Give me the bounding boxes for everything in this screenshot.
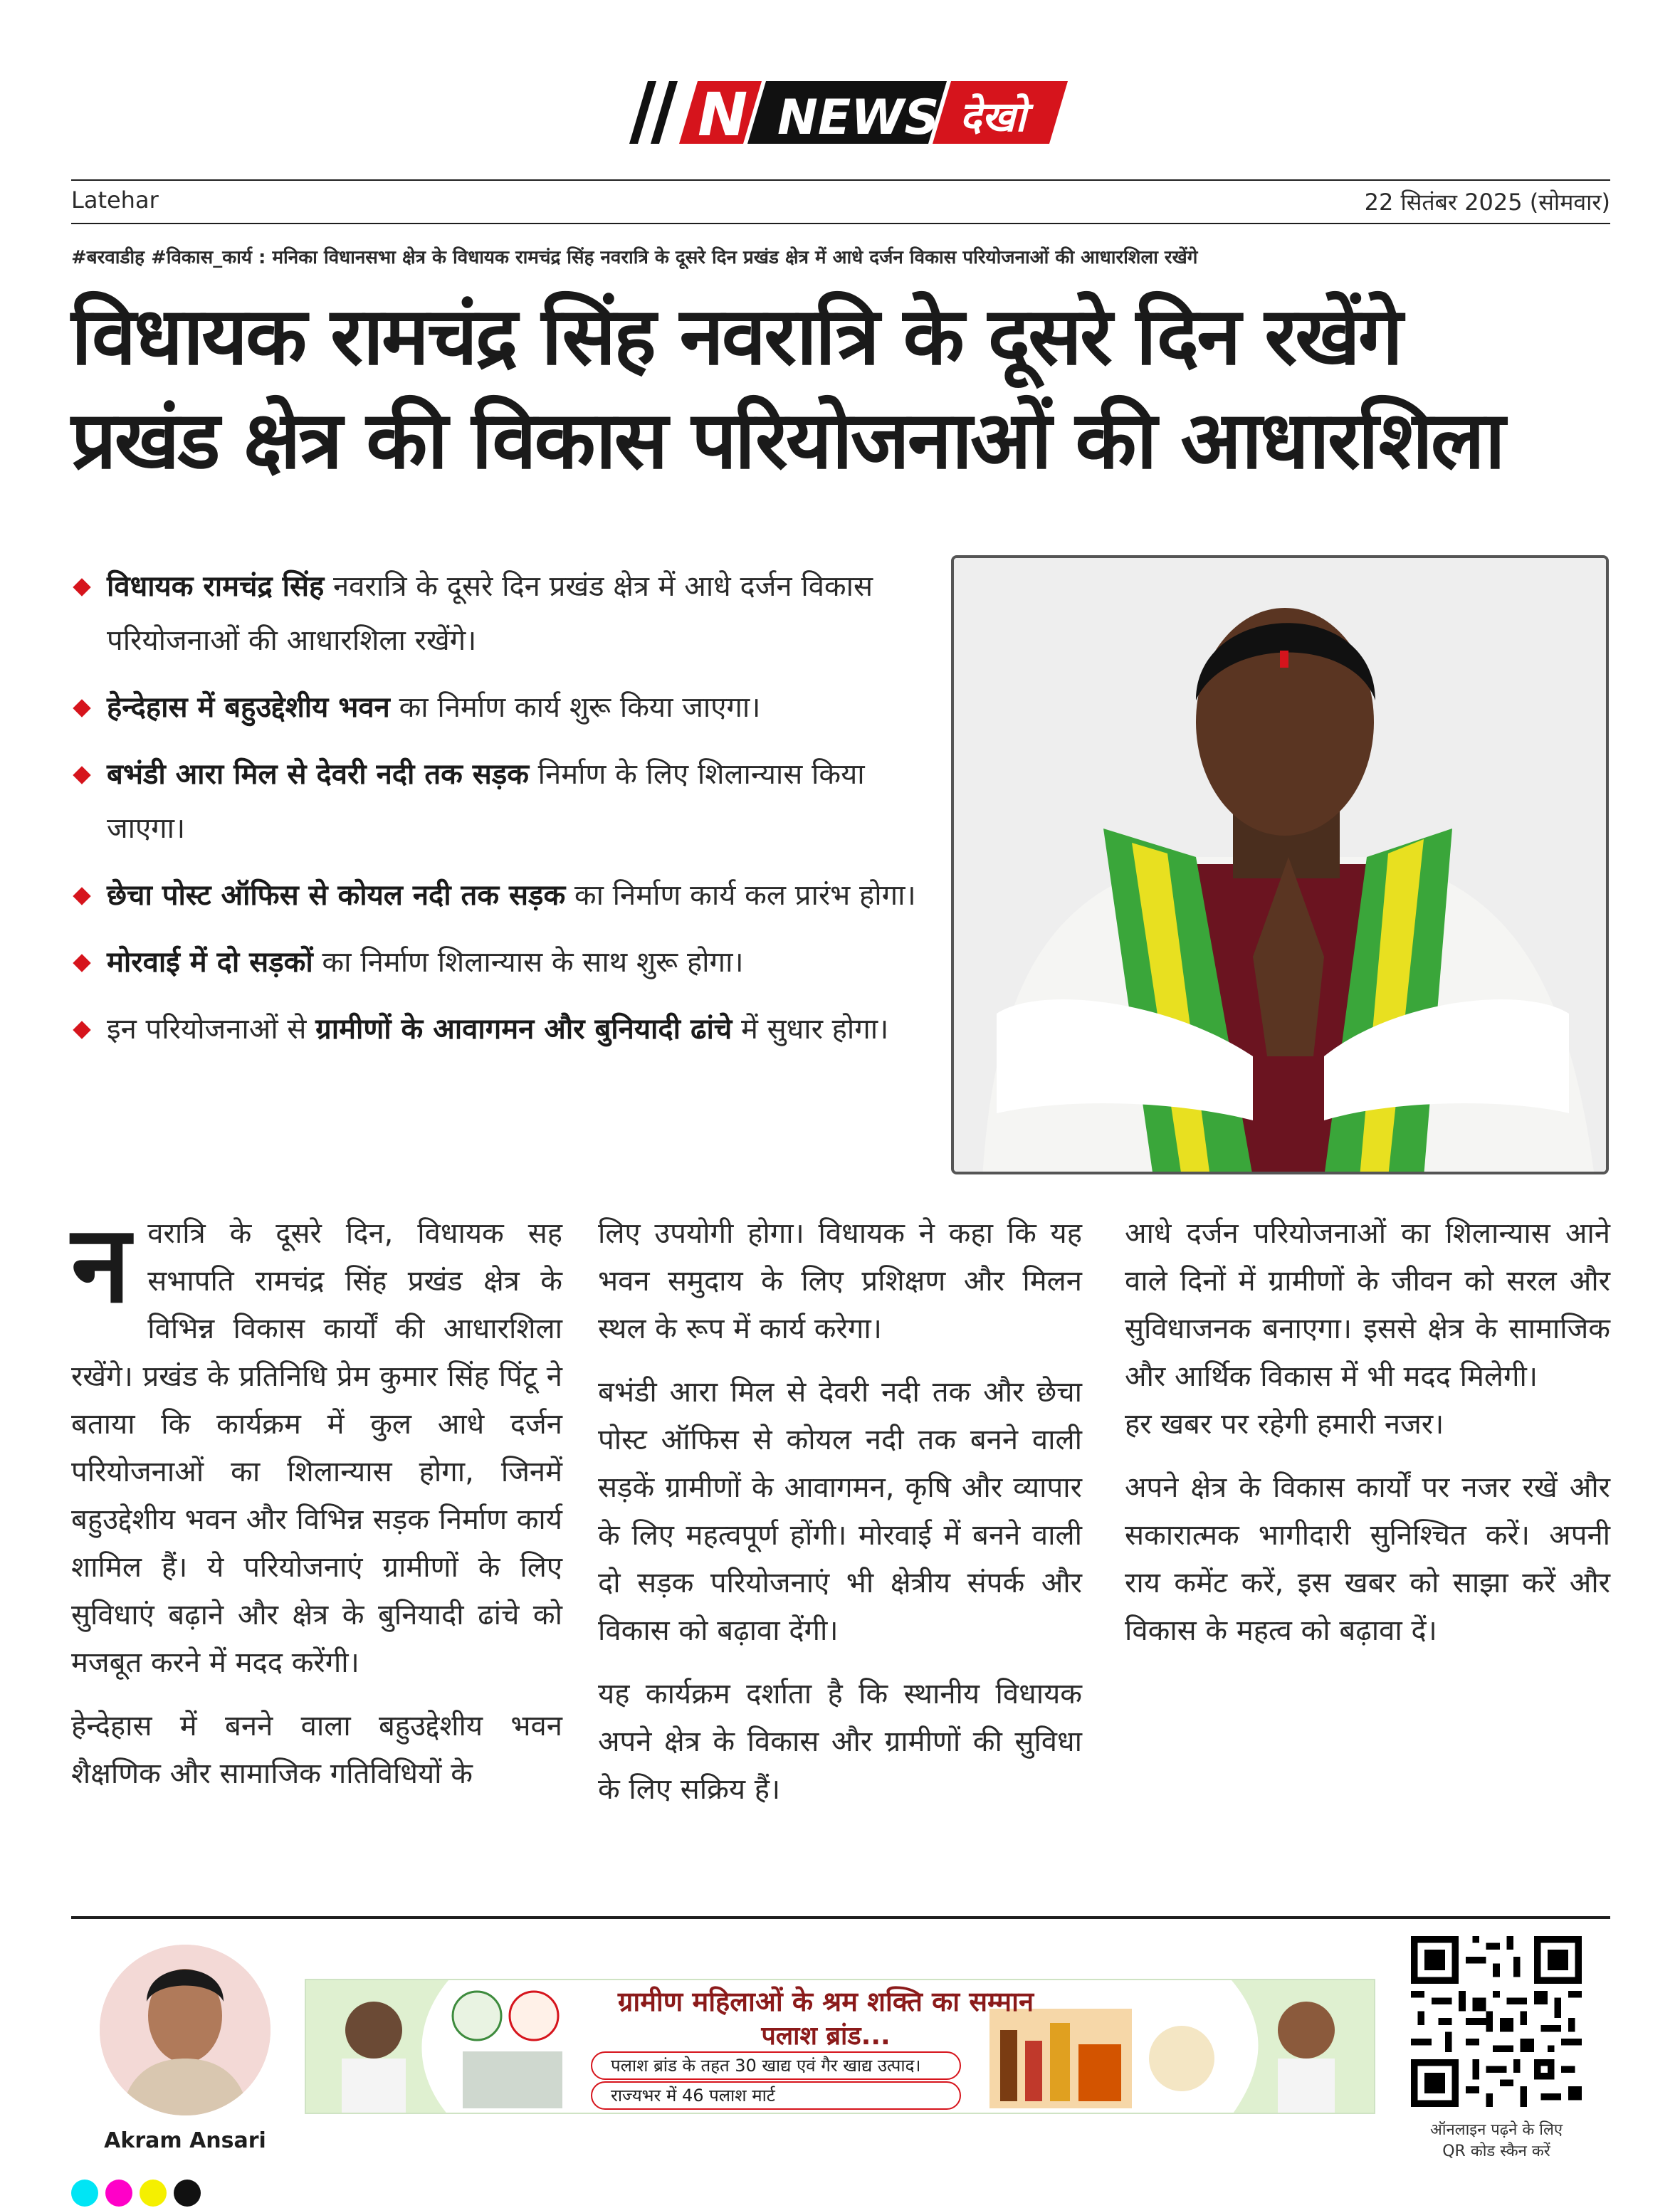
bullet-item: [71, 559, 947, 668]
diamond-bullet-icon: [73, 578, 90, 596]
bullet-text: का निर्माण शिलान्यास के साथ शुरू होगा।: [313, 946, 744, 979]
diamond-bullet-icon: [73, 954, 90, 972]
mla-portrait-illustration: [954, 558, 1609, 1174]
footer-rule: [71, 1916, 1610, 1919]
article-column-1: [71, 1203, 562, 1814]
ad-subtitle: पलाश ब्रांड...: [761, 2022, 891, 2051]
drop-cap: न: [71, 1203, 131, 1327]
news-dekho-logo: [619, 77, 1075, 148]
bullet-bold: छेचा पोस्ट ऑफिस से कोयल नदी तक सड़क: [107, 879, 566, 912]
cmyk-magenta-dot: [105, 2180, 132, 2207]
bullet-text: निर्माण के लिए शिलान्यास किया जाएगा।: [107, 758, 865, 845]
masthead: [0, 77, 1680, 155]
qr-caption-line-2: QR कोड स्कैन करें: [1442, 2143, 1550, 2160]
article-paragraph: यह कार्यक्रम दर्शाता है कि स्थानीय विधायक अपने क्षेत्र के विकास और ग्रामीणों की सुविधा के लिए सक्रिय हैं।: [598, 1678, 1082, 1806]
author-name: Akram Ansari: [104, 2128, 266, 2153]
svg-text:NEWS: NEWS: [777, 90, 940, 146]
headline-line-1: विधायक रामचंद्र सिंह नवरात्रि के दूसरे दिन रखेंगे: [71, 290, 1401, 383]
bullet-text: इन परियोजनाओं से: [107, 1013, 316, 1046]
svg-text:देखो: देखो: [960, 93, 1027, 141]
article-paragraph: [1125, 1210, 1610, 1449]
article-paragraph: अपने क्षेत्र के विकास कार्यों पर नजर रखें और सकारात्मक भागीदारी सुनिश्चित करें। अपनी राय कमेंट करें, इस खबर को साझा करें और विकास के महत्व को बढ़ावा दें।: [1125, 1471, 1610, 1647]
diamond-bullet-icon: [73, 766, 90, 784]
bullet-bold: हेन्देहास में बहुउद्देशीय भवन: [107, 691, 390, 724]
bullet-bold: मोरवाई में दो सड़कों: [107, 946, 313, 979]
bullet-item: [71, 935, 947, 989]
qr-code-icon[interactable]: [1411, 1936, 1582, 2107]
palash-brand-advertisement[interactable]: [305, 1979, 1375, 2114]
author-portrait-illustration: [100, 1945, 271, 2115]
article-column-2: [598, 1210, 1082, 1829]
publish-date: 22 सितंबर 2025 (सोमवार): [1364, 189, 1610, 216]
ad-title: ग्रामीण महिलाओं के श्रम शक्ति का सम्मान: [617, 1986, 1034, 2017]
cmyk-black-dot: [174, 2180, 201, 2207]
mla-photo: [951, 555, 1609, 1174]
diamond-bullet-icon: [73, 699, 90, 717]
bullet-text: का निर्माण कार्य कल प्रारंभ होगा।: [565, 879, 916, 912]
qr-caption-line-1: ऑनलाइन पढ़ने के लिए: [1429, 2121, 1563, 2139]
bullet-item: [71, 868, 947, 922]
author-avatar: [100, 1945, 271, 2115]
bullet-bold: बभंडी आरा मिल से देवरी नदी तक सड़क: [107, 758, 529, 791]
svg-text:N: N: [698, 80, 748, 148]
ad-line-1: पलाश ब्रांड के तहत 30 खाद्य एवं गैर खाद्य उत्पाद।: [591, 2051, 961, 2080]
bullet-item: [71, 1002, 947, 1056]
dateline-rule: [71, 223, 1610, 224]
article-paragraph: लिए उपयोगी होगा। विधायक ने कहा कि यह भवन समुदाय के लिए प्रशिक्षण और मिलन स्थल के रूप में कार्य करेगा।: [598, 1217, 1082, 1345]
article-paragraph: [71, 1203, 562, 1687]
bullet-item: [71, 747, 947, 856]
paragraph-text: आधे दर्जन परियोजनाओं का शिलान्यास आने वाले दिनों में ग्रामीणों के जीवन को सरल और सुविधाजनक बनाएगा। इससे क्षेत्र के सामाजिक और आर्थिक विकास में भी मदद मिलेगी।: [1125, 1217, 1610, 1393]
paragraph-text: वरात्रि के दूसरे दिन, विधायक सह सभापति रामचंद्र सिंह प्रखंड क्षेत्र के विभिन्न विकास कार्यों की आधारशिला रखेंगे। प्रखंड के प्रतिनिधि प्रेम कुमार सिंह पिंटू ने बताया कि कार्यक्रम में कुल आधे दर्जन परियोजनाओं का शिलान्यास होगा, जिनमें बहुउद्देशीय भवन और विभिन्न सड़क निर्माण कार्य शामिल हैं। ये परियोजनाएं ग्रामीणों के लिए सुविधाएं बढ़ाने और क्षेत्र के बुनियादी ढांचे को मजबूत करने में मदद करेंगी।: [71, 1217, 562, 1679]
ad-line-2: राज्यभर में 46 पलाश मार्ट: [591, 2081, 961, 2110]
cmyk-cyan-dot: [71, 2180, 98, 2207]
article-column-3: [1125, 1210, 1610, 1671]
cmyk-yellow-dot: [140, 2180, 167, 2207]
bullet-text: नवरात्रि के दूसरे दिन प्रखंड क्षेत्र में आधे दर्जन विकास परियोजनाओं की आधारशिला रखेंगे।: [107, 570, 873, 657]
article-paragraph: बभंडी आरा मिल से देवरी नदी तक और छेचा पोस्ट ऑफिस से कोयल नदी तक बनने वाली सड़कें ग्रामीणों के आवागमन, कृषि और व्यापार के लिए महत्वपूर्ण होंगी। मोरवाई में बनने वाली दो सड़क परियोजनाएं भी क्षेत्रीय संपर्क और विकास को बढ़ावा देंगी।: [598, 1376, 1082, 1647]
diamond-bullet-icon: [73, 1021, 90, 1039]
bullet-item: [71, 680, 947, 735]
bullet-bold: विधायक रामचंद्र सिंह: [107, 570, 325, 603]
bullet-bold: ग्रामीणों के आवागमन और बुनियादी ढांचे: [315, 1013, 733, 1046]
top-rule: [71, 179, 1610, 181]
bullet-text: में सुधार होगा।: [732, 1013, 889, 1046]
article-paragraph: हेन्देहास में बनने वाला बहुउद्देशीय भवन शैक्षणिक और सामाजिक गतिविधियों के: [71, 1710, 562, 1790]
qr-caption: [1390, 2120, 1603, 2162]
headline-line-2: प्रखंड क्षेत्र की विकास परियोजनाओं की आधारशिला: [71, 394, 1503, 487]
location: Latehar: [71, 186, 159, 214]
headline: [71, 285, 1610, 493]
tagline: हर खबर पर रहेगी हमारी नजर।: [1125, 1408, 1444, 1441]
bullet-text: का निर्माण कार्य शुरू किया जाएगा।: [389, 691, 761, 724]
highlight-bullets: [71, 559, 947, 1069]
summary-line: #बरवाडीह #विकास_कार्य : मनिका विधानसभा क्षेत्र के विधायक रामचंद्र सिंह नवरात्रि के दूसरे दिन प्रखंड क्षेत्र में आधे दर्जन विकास परियोजनाओं की आधारशिला रखेंगे: [71, 247, 1198, 268]
diamond-bullet-icon: [73, 887, 90, 905]
